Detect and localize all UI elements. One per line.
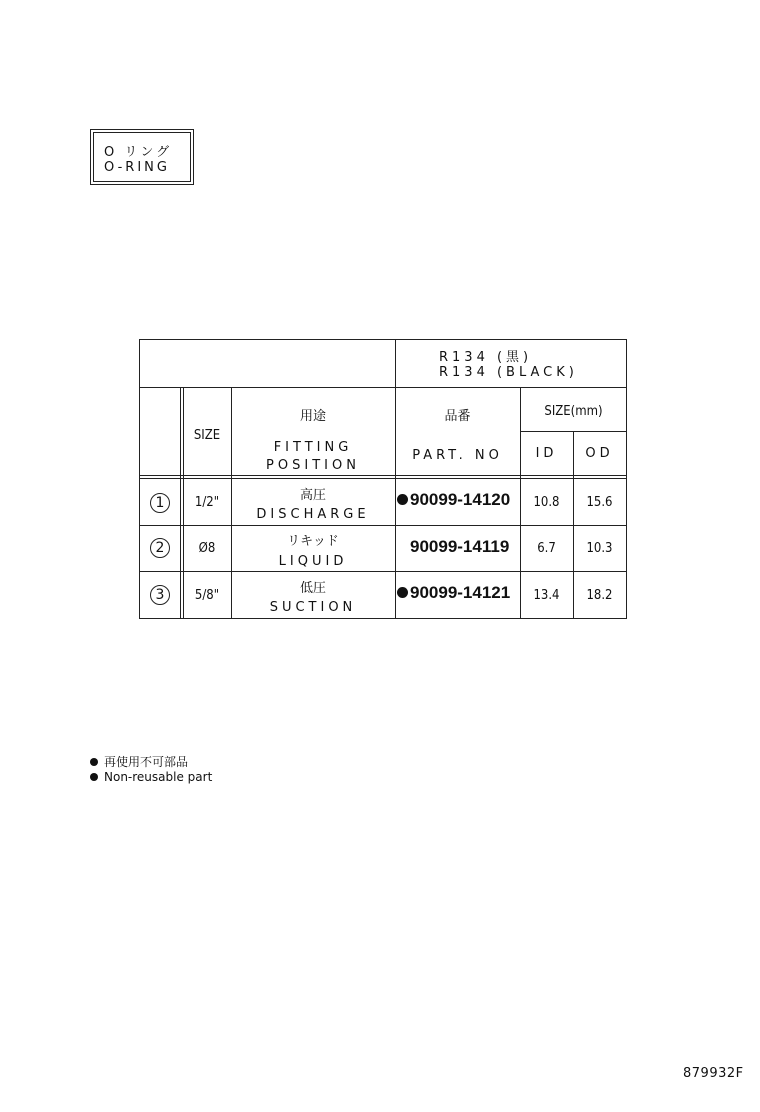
row-part (410, 537, 509, 557)
row-size: 5/8" (194, 588, 220, 603)
row-od: 18.2 (586, 588, 613, 603)
bullet-dot-icon (90, 758, 98, 766)
refrigerant-en: R134 (BLACK) (439, 365, 578, 380)
note-en-text: Non-reusable part (104, 770, 213, 784)
row-part (397, 583, 510, 603)
col-od: OD (585, 446, 614, 461)
note-jp (90, 753, 188, 770)
col-fitting-line2: POSITION (266, 458, 360, 473)
drawing-code: 879932F (683, 1066, 744, 1081)
row-fitting-en: LIQUID (278, 554, 348, 569)
col-part-en: PART. NO (412, 448, 503, 463)
row-fitting-jp: リキッド (287, 534, 339, 549)
col-id: ID (535, 446, 558, 461)
non-reusable-dot-icon (397, 494, 408, 505)
col-part-jp: 品番 (444, 409, 471, 424)
row-fitting-jp: 高圧 (299, 488, 326, 503)
col-fitting-line1: FITTING (273, 440, 353, 455)
row-fitting-en: SUCTION (269, 600, 357, 615)
part-number: 90099-14119 (410, 537, 510, 556)
note-en (90, 770, 212, 784)
part-number: 90099-14120 (410, 490, 511, 509)
title-en: O-RING (104, 160, 170, 175)
title-box (90, 129, 194, 185)
row-fitting-en: DISCHARGE (256, 507, 370, 522)
non-reusable-dot-icon (397, 587, 408, 598)
row-od: 10.3 (586, 541, 613, 556)
col-size-mm: SIZE(mm) (544, 404, 603, 419)
row-number-badge: 2 (150, 538, 170, 558)
row-id: 10.8 (533, 495, 560, 510)
row-fitting-jp: 低圧 (299, 581, 326, 596)
row-id: 13.4 (533, 588, 560, 603)
row-size: Ø8 (198, 541, 216, 556)
row-number-badge: 1 (150, 493, 170, 513)
note-jp-text: 再使用不可部品 (104, 755, 189, 769)
col-fitting-jp: 用途 (299, 409, 326, 424)
row-od: 15.6 (586, 495, 613, 510)
bullet-dot-icon (90, 773, 98, 781)
refrigerant-jp: R134 (黒) (439, 350, 533, 365)
row-number-badge: 3 (150, 585, 170, 605)
row-size: 1/2" (194, 495, 220, 510)
col-size: SIZE (193, 428, 221, 443)
title-jp: O リング (104, 145, 173, 160)
parts-table (139, 339, 627, 619)
part-number: 90099-14121 (410, 583, 511, 602)
row-part (397, 490, 510, 510)
row-id: 6.7 (537, 541, 556, 556)
